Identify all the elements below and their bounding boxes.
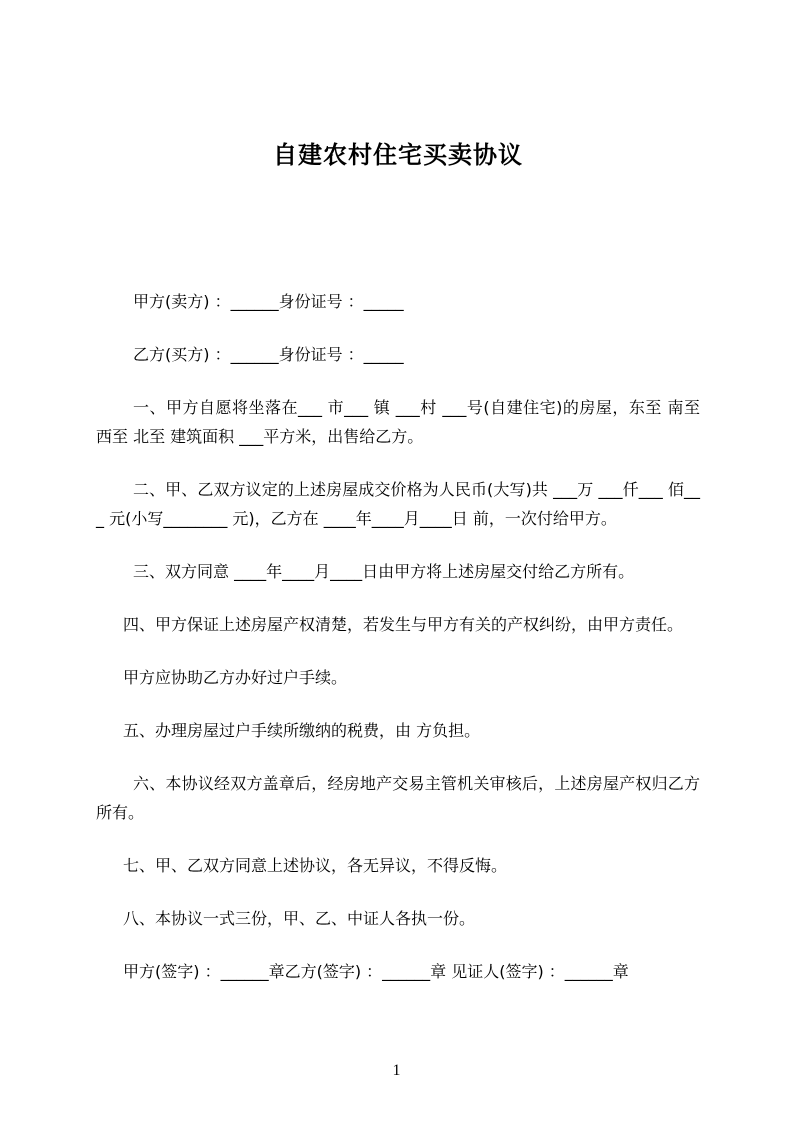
clause-2: 二、甲、乙双方议定的上述房屋成交价格为人民币(大写)共 ___万 ___仟___ 佰___ 元(小写________ 元)，乙方在 ____年____月____日 前，一次付给甲方。 [96,480,700,528]
signature-line: 甲方(签字) ：______章乙方(签字) ：______章 见证人(签字) ：______章 [123,962,629,981]
party-a-line: 甲方(卖方) ：______身份证号 ：_____ [133,292,404,311]
clause-4-note: 甲方应协助乙方办好过户手续。 [123,668,348,687]
party-b-line: 乙方(买方) ：______身份证号 ：_____ [133,345,404,364]
clause-6: 六、本协议经双方盖章后，经房地产交易主管机关审核后，上述房屋产权归乙方所有。 [96,774,700,822]
clause-4: 四、甲方保证上述房屋产权清楚，若发生与甲方有关的产权纠纷，由甲方责任。 [123,615,684,634]
clause-3: 三、双方同意 ____年____月____日由甲方将上述房屋交付给乙方所有。 [133,562,635,581]
clause-5: 五、办理房屋过户手续所缴纳的税费，由 方负担。 [123,721,481,740]
clause-7: 七、甲、乙双方同意上述协议，各无异议，不得反悔。 [123,856,508,875]
document-title: 自建农村住宅买卖协议 [273,141,523,169]
document-body [96,287,700,986]
clause-1: 一、甲方自愿将坐落在___ 市___ 镇 ___村 ___号(自建住宅)的房屋，东至 南至 西至 北至 建筑面积 ___平方米，出售给乙方。 [96,398,700,446]
clause-8: 八、本协议一式三份，甲、乙、中证人各执一份。 [123,909,476,928]
page-number: 1 [392,1062,401,1079]
